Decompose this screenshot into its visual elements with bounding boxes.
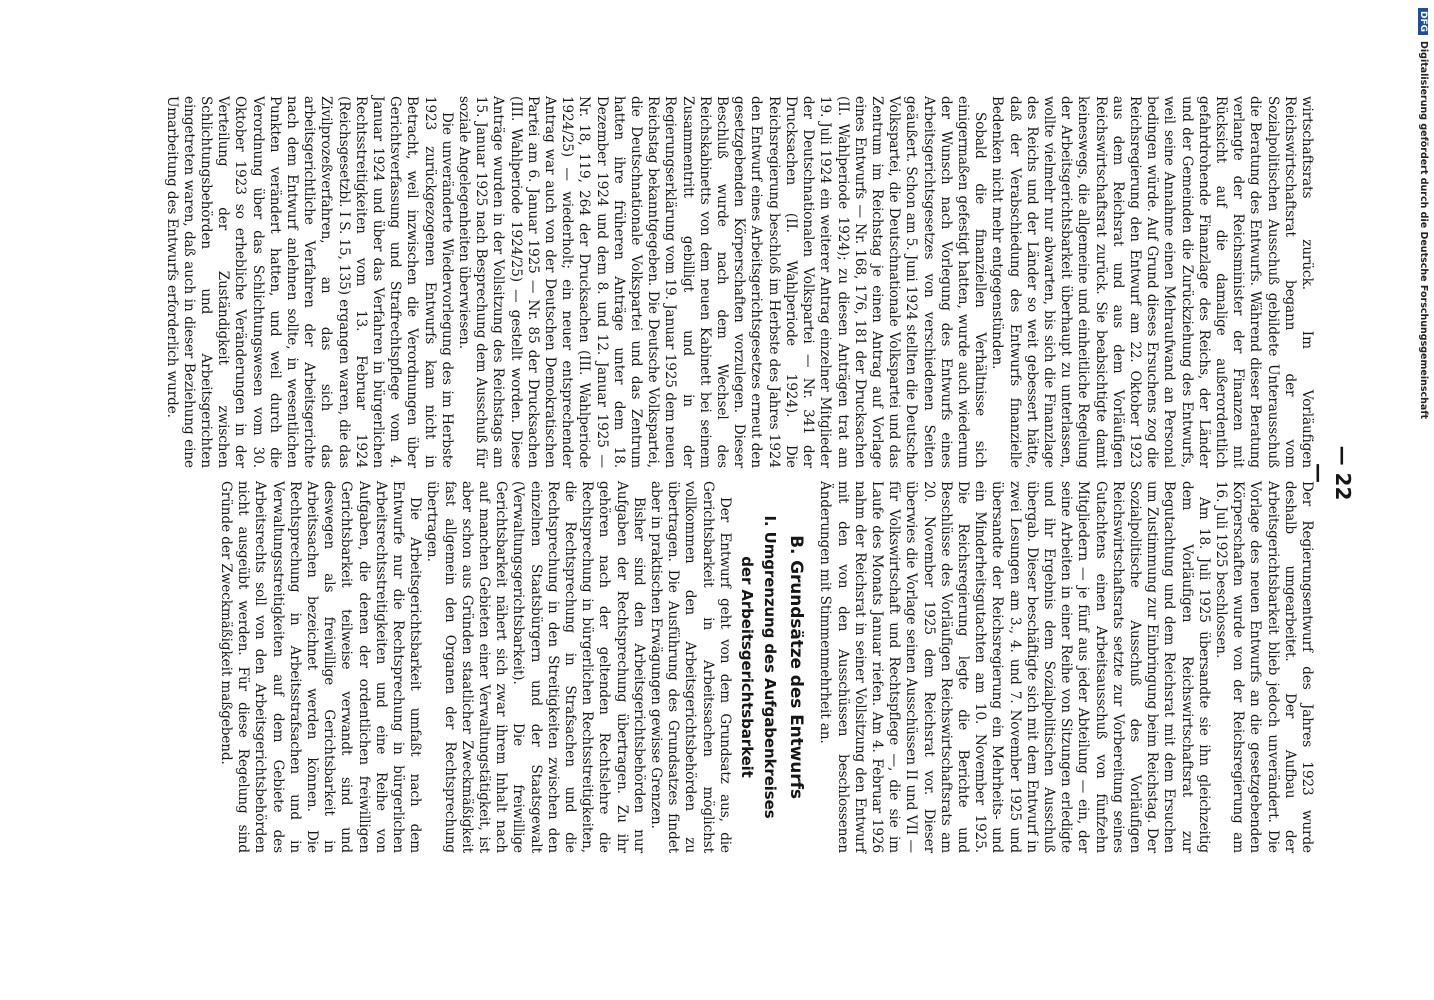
paragraph: Sobald die finanziellen Verhältnisse sich einigermaßen gefestigt hatten, wurde auch wiederum der Wunsch nach Vorlegung des Entwurfs eines Arbeitsgerichtsgesetzes von verschiedenen Seiten geäußert. Schon am 5. Juni 1924 stellten die Deutsche Volkspartei, die Deutschnationale Volkspartei und das Zentrum im Reichstag je einen Antrag auf Vorlage eines Entwurfs — Nr. 168, 176, 181 der Drucksachen (II. Wahlperiode 1924); zu diesen Anträgen trat am 19. Juli 1924 ein weiterer Antrag einzelner Mitglieder der Deutschnationalen Volkspartei — Nr. 341 der Drucksachen (II. Wahlperiode 1924). Die Reichsregierung beschloß im Herbste des Jahres 1924 den Entwurf eines Arbeitsgerichtsgesetzes erneut den gesetzgebenden Körperschaften vorzulegen. Dieser Beschluß wurde nach dem Wechsel des Reichskabinetts von dem neuen Kabinett bei seinem Zusammentritt gebilligt und in der Regierungserklärung vom 19. Januar 1925 dem neuen Reichstag bekanntgegeben. Die Deutsche Volkspartei, die Deutschnationale Volkspartei und das Zentrum hatten ihre früheren Anträge unter dem 18. Dezember 1924 und dem 8. und 12. Januar 1925 — Nr. 18, 119, 264 der Drucksachen (III. Wahlperiode 1924/25) — wiederholt; ein neuer entsprechender Antrag war auch von der Deutschen Demokratischen Partei am 6. Januar 1925 — Nr. 85 der Drucksachen (III. Wahlperiode 1924/25) — gestellt worden. Diese Anträge wurden in der Vollsitzung des Reichstags am 15. Januar 1925 nach Besprechung dem Ausschuß für soziale Angelegenheiten überwiesen. (456, 96, 989, 468)
section-heading: B. Grundsätze des Entwurfs (786, 535, 807, 799)
left-column (162, 96, 1315, 468)
paragraph: Am 18. Juli 1925 übersandte sie ihn gleichzeitig dem Vorläufigen Reichswirtschaftsrat zur Begutachtung und dem Reichsrat mit dem Ersuchen um Zustimmung zur Einbringung beim Reichstag. Der Sozialpolitische Ausschuß des Vorläufigen Reichswirtschaftsrats setzte zur Vorbereitung seines Gutachtens einen Arbeitsausschuß von fünfzehn Mitgliedern — je fünf aus jeder Abteilung — ein, der seine Arbeiten in einer Reihe von Sitzungen erledigte und ihr Ergebnis dem Sozialpolitischen Ausschuß übergab. Dieser beschäftigte sich mit dem Entwurf in zwei Lesungen am 3., 4. und 7. November 1925 und übersandte der Reichsregierung ein Mehrheits- und ein Minderheitsgutachten am 10. November 1925. Die Reichsregierung legte die Berichte und Beschlüsse des Vorläufigen Reichswirtschaftsrats am 20. November 1925 dem Reichsrat vor. Dieser überwies die Vorlage seinen Ausschüssen II und VII — für Volkswirtschaft und Rechtspflege —, die sie im Laufe des Monats Januar riefen. Am 4. Februar 1926 nahm der Reichsrat in seiner Vollsitzung den Entwurf mit den von den Ausschüssen beschlossenen Änderungen mit Stimmenmehrheit an. (817, 481, 1212, 853)
left-column-area (95, 88, 1315, 473)
margin-mark (44, 925, 64, 955)
right-column (217, 481, 1315, 853)
paragraph: wirtschaftsrats zurück. Im Vorläufigen Reichswirtschaftsrat begann der vom Sozialpolitischen Ausschuß gebildete Unterausschuß die Beratung des Entwurfs. Während dieser Beratung verlangte der Reichsminister der Finanzen mit Rücksicht auf die damalige außerordentlich gefahrdrohende Finanzlage des Reichs, der Länder und der Gemeinden die Zurückziehung des Entwurfs, weil seine Annahme einen Mehraufwand an Personal bedingen würde. Auf Grund dieses Ersuchens zog die Reichsregierung den Entwurf am 22. Oktober 1923 aus dem Reichsrat und aus dem Vorläufigen Reichswirtschaftsrat zurück. Sie beabsichtigte damit keineswegs, die allgemeine und einheitliche Regelung der Arbeitsgerichtsbarkeit überhaupt zu unterlassen, wollte vielmehr nur abwarten, bis sich die Finanzlage des Reichs und der Länder so weit gebessert hätte, daß der Verabschiedung des Entwurfs finanzielle Bedenken nicht mehr entgegenstünden. (989, 96, 1315, 468)
document-page: — 22 — wirtschaftsrats zurück. Im Vorläufigen Reichswirtschaftsrat begann der vom Sozialpolitischen Ausschuß gebildete Unterausschuß die Beratung des Entwurfs. Während dieser Beratung verlangte der Reichsminister der Finanzen mit Rücksicht auf die damalige außerordentlich gefahrdrohende Finanzlage des Reichs, der Länder und der Gemeinden die Zurückziehung des Entwurfs, weil seine Annahme einen Mehraufwand an Personal bedingen würde. Auf Grund dieses Ersuchens zog die Reichsregierung den Entwurf am 22. Oktober 1923 aus dem Reichsrat und aus dem Vorläufigen Reichswirtschaftsrat zurück. Sie beabsichtigte damit keineswegs, die allgemeine und einheitliche Regelung der Arbeitsgerichtsbarkeit überhaupt zu unterlassen, wollte vielmehr nur abwarten, bis sich die Finanzlage des Reichs und der Länder so weit gebessert hätte, daß der Verabschiedung des Entwurfs finanzielle Bedenken nicht mehr entgegenstünden. Sobald die finanziellen Verhältnisse sich einigermaßen gefestigt hatten, wurde auch wiederum der Wunsch nach Vorlegung des Entwurfs eines Arbeitsgerichtsgesetzes von verschiedenen Seiten geäußert. Schon am 5. Juni 1924 stellten die Deutsche Volkspartei, die Deutschnationale Volkspartei und das Zentrum im Reichstag je einen Antrag auf Vorlage eines Entwurfs — Nr. 168, 176, 181 der Drucksachen (II. Wahlperiode 1924); zu diesen Anträgen trat am 19. Juli 1924 ein weiterer Antrag einzelner Mitglieder der Deutschnationalen Volkspartei — Nr. 341 der Drucksachen (II. Wahlperiode 1924). Die Reichsregierung beschloß im Herbste des Jahres 1924 den Entwurf eines Arbeitsgerichtsgesetzes erneut den gesetzgebenden Körperschaften vorzulegen. Dieser Beschluß wurde nach dem Wechsel des Reichskabinetts von dem neuen Kabinett bei seinem Zusammentritt gebilligt und in der Regierungserklärung vom 19. Januar 1925 dem neuen Reichstag bekanntgegeben. Die Deutsche Volkspartei, die Deutschnationale Volkspartei und das Zentrum hatten ihre früheren Anträge unter dem 18. Dezember 1924 und dem 8. und 12. Januar 1925 — Nr. 18, 119, 264 der Drucksachen (III. Wahlperiode 1924/25) — wiederholt; ein neuer entsprechender Antrag war auch von der Deutschen Demokratischen Partei am 6. Januar 1925 — Nr. 85 der Drucksachen (III. Wahlperiode 1924/25) — gestellt worden. Diese Anträge wurden in der Vollsitzung des Reichstags am 15. Januar 1925 nach Besprechung dem Ausschuß für soziale Angelegenheiten überwiesen. Die unveränderte Wiedervorlegung des im Herbste 1923 zurückgezogenen Entwurfs kam nicht in Betracht, weil inzwischen die Verordnungen über Gerichtsverfassung und Strafrechtspflege vom 4. Januar 1924 und über das Verfahren in bürgerlichen Rechtsstreitigkeiten vom 13. Februar 1924 (Reichsgesetzbl. I S. 15, 135) ergangen waren, die das Zivilprozeßverfahren, an das sich das arbeitsgerichtliche Verfahren der Arbeitsgerichte nach dem Entwurf anlehnen sollte, in wesentlichen Punkten verändert hatten, und weil durch die Verordnung über das Schlichtungswesen vom 30. Oktober 1923 so erhebliche Veränderungen in der Verteilung der Zuständigkeit zwischen Schlichtungsbehörden und Arbeitsgerichten eingetreten waren, daß auch in dieser Beziehung eine Umarbeitung des Entwurfs erforderlich wurde. Der Regierungsentwurf des Jahres 1923 wurde deshalb umgearbeitet. Der Aufbau der Arbeitsgerichtsbarkeit blieb jedoch unverändert. Die Vorlage des neuen Entwurfs an die gesetzgebenden Körperschaften wurde von der Reichsregierung am 16. Juli 1925 beschlossen. Am 18. Juli 1925 übersandte sie ihn gleichzeitig dem Vorläufigen Reichswirtschaftsrat zur Begutachtung und dem Reichsrat mit dem Ersuchen um Zustimmung zur Einbringung beim Reichstag. Der Sozialpolitische Ausschuß des Vorläufigen Reichswirtschaftsrats setzte zur Vorbereitung seines Gutachtens einen Arbeitsausschuß von fünfzehn Mitgliedern — je fünf aus jeder Abteilung — ein, der seine Arbeiten in einer Reihe von Sitzungen erledigte und ihr Ergebnis dem Sozialpolitischen Ausschuß übergab. Dieser beschäftigte sich mit dem Entwurf in zwei Lesungen am 3., 4. und 7. November 1925 und übersandte der Reichsregierung ein Mehrheits- und ein Minderheitsgutachten am 10. November 1925. Die Reichsregierung legte die Berichte und Beschlüsse des Vorläufigen Reichswirtschaftsrats am 20. November 1925 dem Reichsrat vor. Dieser überwies die Vorlage seinen Ausschüssen II und VII — für Volkswirtschaft und Rechtspflege —, die sie im Laufe des Monats Januar riefen. Am 4. Februar 1926 nahm der Reichsrat in seiner Vollsitzung den Entwurf mit den von den Ausschüssen beschlossenen Änderungen mit Stimmenmehrheit an. B. Grundsätze des Entwurfs I. Umgrenzung des Aufgabenkreises der Arbeitsgerichtsbarkeit Der Entwurf geht von dem Grundsatz aus, die Gerichtsbarkeit in Arbeitssachen möglichst vollkommen den Arbeitsgerichtsbehörden zu übertragen. Die Ausführung des Grundsatzes findet aber in praktischen Erwägungen gewisse Grenzen. Bisher sind den Arbeitsgerichtsbehörden nur Aufgaben der Rechtsprechung übertragen. Zu ihr gehören nach der geltenden Rechtslehre die Rechtsprechung in bürgerlichen Rechtsstreitigkeiten, die Rechtsprechung in Strafsachen und die Rechtsprechung in den Streitigkeiten zwischen den einzelnen Staatsbürgern und der Staatsgewalt (Verwaltungsgerichtsbarkeit). Die freiwillige Gerichtsbarkeit nähert sich zwar ihrem Inhalt nach auf manchen Gebieten einer Verwaltungstätigkeit, ist aber schon aus Gründen staatlicher Zweckmäßigkeit fast allgemein den Organen der Rechtsprechung übertragen. Die Arbeitsgerichtsbarkeit umfaßt nach dem Entwurfe nur die Rechtsprechung in bürgerlichen Arbeitsrechtsstreitigkeiten und eine Reihe von Aufgaben, die denen der ordentlichen freiwilligen Gerichtsbarkeit teilweise verwandt sind und deswegen als freiwillige Gerichtsbarkeit in Arbeitssachen bezeichnet werden können. Die Rechtsprechung in Arbeitsstrafsachen und in Verwaltungsstreitigkeiten auf dem Gebiete des Arbeitsrechts soll von den Arbeitsgerichtsbehörden nicht ausgeübt werden. Für diese Regelung sind Gründe der Zweckmäßigkeit maßgebend. (95, 88, 1315, 858)
paragraph: Bisher sind den Arbeitsgerichtsbehörden nur Aufgaben der Rechtsprechung übertragen. Zu ihr gehören nach der geltenden Rechtslehre die Rechtsprechung in bürgerlichen Rechtsstreitigkeiten, die Rechtsprechung in Strafsachen und die Rechtsprechung in den Streitigkeiten zwischen den einzelnen Staatsbürgern und der Staatsgewalt (Verwaltungsgerichtsbarkeit). Die freiwillige Gerichtsbarkeit nähert sich zwar ihrem Inhalt nach auf manchen Gebieten einer Verwaltungstätigkeit, ist aber schon aus Gründen staatlicher Zweckmäßigkeit fast allgemein den Organen der Rechtsprechung übertragen. (424, 481, 647, 853)
credit-text: Digitalisierung gefördert durch die Deutsche Forschungsgemeinschaft (1418, 41, 1429, 419)
subsection-heading-line2: der Arbeitsgerichtsbarkeit (737, 556, 756, 778)
right-column-area (95, 473, 1315, 858)
paragraph: Der Regierungsentwurf des Jahres 1923 wurde deshalb umgearbeitet. Der Aufbau der Arbeitsgerichtsbarkeit blieb jedoch unverändert. Die Vorlage des neuen Entwurfs an die gesetzgebenden Körperschaften wurde von der Reichsregierung am 16. Juli 1925 beschlossen. (1212, 481, 1315, 853)
paragraph: Die Arbeitsgerichtsbarkeit umfaßt nach dem Entwurfe nur die Rechtsprechung in bürgerlichen Arbeitsrechtsstreitigkeiten und eine Reihe von Aufgaben, die denen der ordentlichen freiwilligen Gerichtsbarkeit teilweise verwandt sind und deswegen als freiwillige Gerichtsbarkeit in Arbeitssachen bezeichnet werden können. Die Rechtsprechung in Arbeitsstrafsachen und in Verwaltungsstreitigkeiten auf dem Gebiete des Arbeitsrechts soll von den Arbeitsgerichtsbehörden nicht ausgeübt werden. Für diese Regelung sind Gründe der Zweckmäßigkeit maßgebend. (218, 481, 424, 853)
subsection-heading-line1: I. Umgrenzung des Aufgabenkreises (760, 515, 779, 819)
paragraph: Der Entwurf geht von dem Grundsatz aus, die Gerichtsbarkeit in Arbeitssachen möglichst vollkommen den Arbeitsgerichtsbehörden zu übertragen. Die Ausführung des Grundsatzes findet aber in praktischen Erwägungen gewisse Grenzen. (648, 481, 733, 853)
paragraph: Die unveränderte Wiedervorlegung des im Herbste 1923 zurückgezogenen Entwurfs kam nicht in Betracht, weil inzwischen die Verordnungen über Gerichtsverfassung und Strafrechtspflege vom 4. Januar 1924 und über das Verfahren in bürgerlichen Rechtsstreitigkeiten vom 13. Februar 1924 (Reichsgesetzbl. I S. 15, 135) ergangen waren, die das Zivilprozeßverfahren, an das sich das arbeitsgerichtliche Verfahren der Arbeitsgerichte nach dem Entwurf anlehnen sollte, in wesentlichen Punkten verändert hatten, und weil durch die Verordnung über das Schlichtungswesen vom 30. Oktober 1923 so erhebliche Veränderungen in der Verteilung der Zuständigkeit zwischen Schlichtungsbehörden und Arbeitsgerichten eingetreten waren, daß auch in dieser Beziehung eine Umarbeitung des Entwurfs erforderlich wurde. (163, 96, 455, 468)
digitization-credit (1415, 8, 1429, 998)
dfg-logo: DFG (1418, 8, 1428, 35)
